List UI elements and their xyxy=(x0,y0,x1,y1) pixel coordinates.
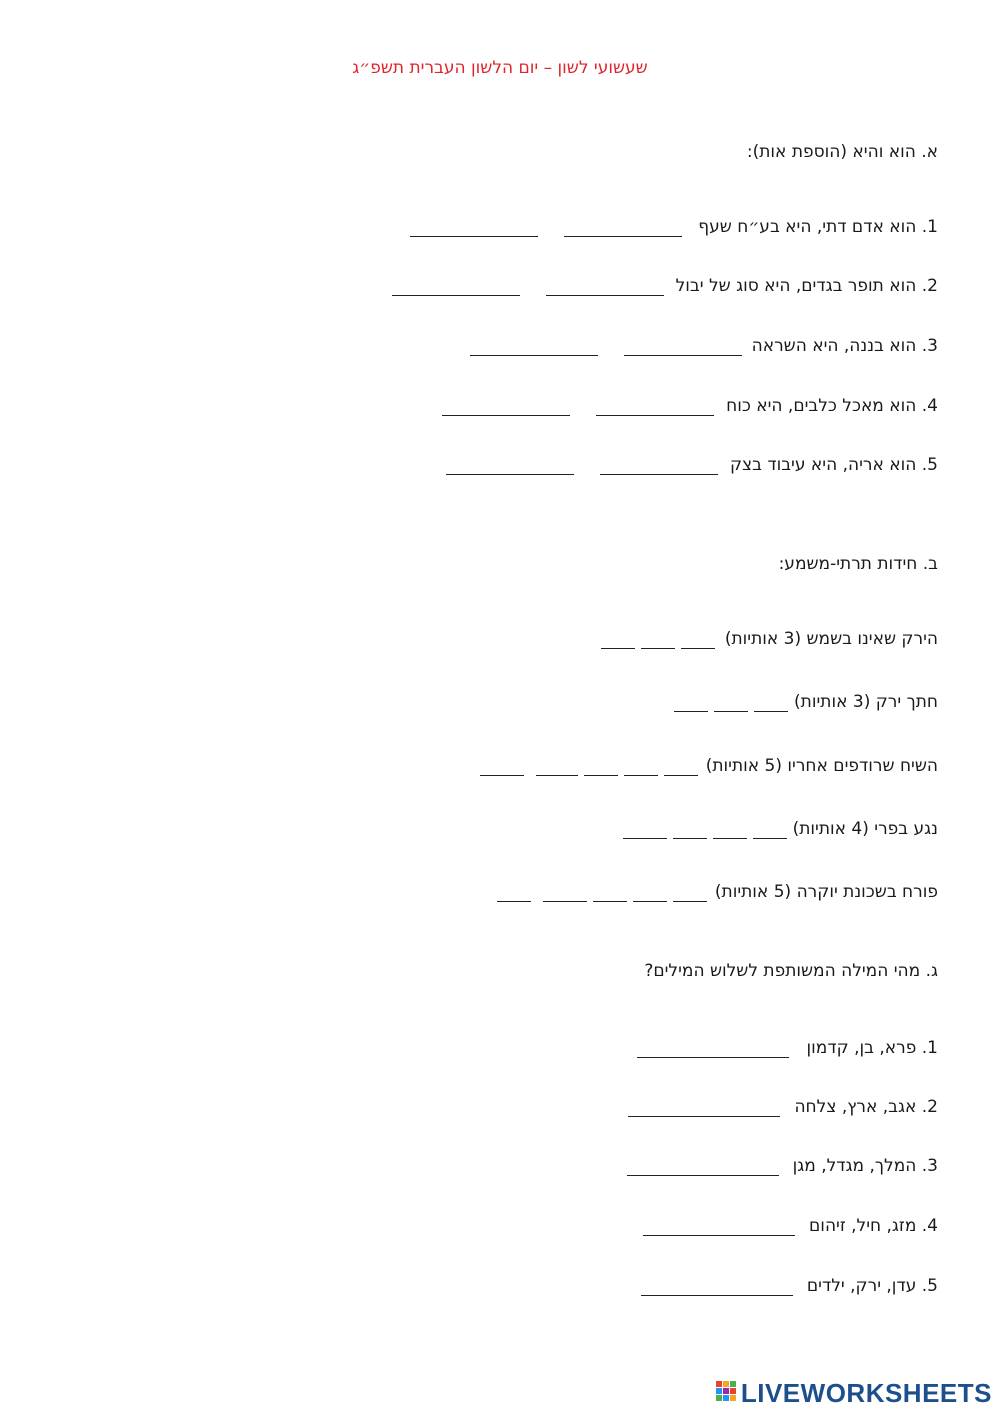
letter-blank[interactable] xyxy=(633,883,667,902)
letter-blank[interactable] xyxy=(753,820,787,839)
section-c-item-2: 2. אגב, ארץ, צלחה xyxy=(628,1091,938,1117)
section-a-item-5: 5. הוא אריה, היא עיבוד בצק xyxy=(446,449,938,475)
letter-blank[interactable] xyxy=(664,757,698,776)
letter-blank[interactable] xyxy=(641,630,675,649)
letter-blank[interactable] xyxy=(754,693,788,712)
section-a-item-4: 4. הוא מאכל כלבים, היא כוח xyxy=(442,390,938,416)
answer-blank[interactable] xyxy=(600,456,718,475)
answer-blank[interactable] xyxy=(643,1217,795,1236)
answer-blank[interactable] xyxy=(392,277,520,296)
letter-blank[interactable] xyxy=(536,757,578,776)
letter-blank[interactable] xyxy=(713,820,747,839)
liveworksheets-logo-icon xyxy=(716,1381,738,1405)
answer-blank[interactable] xyxy=(637,1039,789,1058)
section-a-heading: א. הוא והיא (הוספת אות): xyxy=(746,142,938,162)
letter-blank[interactable] xyxy=(584,757,618,776)
letter-blank[interactable] xyxy=(543,883,587,902)
letter-blank[interactable] xyxy=(593,883,627,902)
section-a-item-2: 2. הוא תופר בגדים, היא סוג של יבול xyxy=(392,270,938,296)
section-c-heading: ג. מהי המילה המשותפת לשלוש המילים? xyxy=(644,961,938,981)
letter-blank[interactable] xyxy=(714,693,748,712)
answer-blank[interactable] xyxy=(446,456,574,475)
letter-blank[interactable] xyxy=(623,820,667,839)
letter-blank[interactable] xyxy=(601,630,635,649)
liveworksheets-logo: LIVEWORKSHEETS xyxy=(716,1378,992,1408)
answer-blank[interactable] xyxy=(641,1277,793,1296)
letter-blank[interactable] xyxy=(681,630,715,649)
answer-blank[interactable] xyxy=(628,1098,780,1117)
answer-blank[interactable] xyxy=(442,397,570,416)
letter-blank[interactable] xyxy=(673,883,707,902)
page-title: שעשועי לשון – יום הלשון העברית תשפ״ג xyxy=(352,58,648,78)
section-c-item-5: 5. עדן, ירק, ילדים xyxy=(641,1270,938,1296)
letter-blank[interactable] xyxy=(674,693,708,712)
section-b-item-1: הירק שאינו בשמש (3 אותיות) xyxy=(601,623,938,649)
answer-blank[interactable] xyxy=(624,337,742,356)
answer-blank[interactable] xyxy=(596,397,714,416)
section-b-item-3: השיח שרודפים אחריו (5 אותיות) xyxy=(480,750,938,776)
answer-blank[interactable] xyxy=(564,218,682,237)
letter-blank[interactable] xyxy=(624,757,658,776)
section-c-item-1: 1. פרא, בן, קדמון xyxy=(637,1032,938,1058)
answer-blank[interactable] xyxy=(546,277,664,296)
section-b-item-2: חתך ירק (3 אותיות) xyxy=(674,686,938,712)
section-a-item-3: 3. הוא בננה, היא השראה xyxy=(470,330,938,356)
section-c-item-4: 4. מזג, חיל, זיהום xyxy=(643,1210,938,1236)
section-b-item-4: נגע בפרי (4 אותיות) xyxy=(623,813,938,839)
answer-blank[interactable] xyxy=(410,218,538,237)
answer-blank[interactable] xyxy=(470,337,598,356)
section-b-heading: ב. חידות תרתי-משמע: xyxy=(778,554,938,574)
letter-blank[interactable] xyxy=(673,820,707,839)
section-c-item-3: 3. המלך, מגדל, מגן xyxy=(627,1150,938,1176)
letter-blank[interactable] xyxy=(480,757,524,776)
section-a-item-1: 1. הוא אדם דתי, היא בע״ח שעף xyxy=(410,211,938,237)
answer-blank[interactable] xyxy=(627,1157,779,1176)
section-b-item-5: פורח בשכונת יוקרה (5 אותיות) xyxy=(497,876,938,902)
letter-blank[interactable] xyxy=(497,883,531,902)
